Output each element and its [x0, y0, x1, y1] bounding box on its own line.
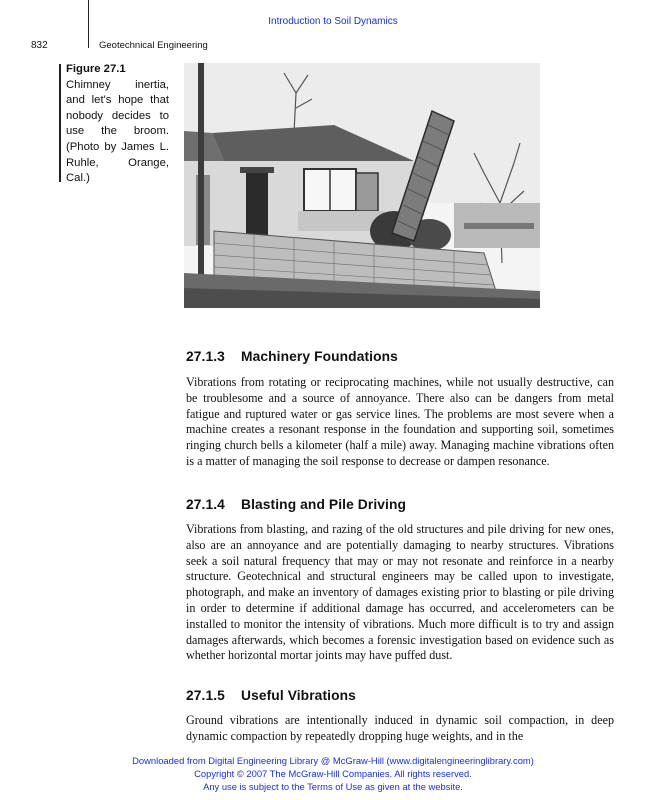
figure-caption-text: Chimney inertia, and let's hope that nobody decides to use the broom. (Photo by James L. Ruhle, Orange, Cal.): [66, 78, 169, 185]
running-head: Geotechnical Engineering: [99, 40, 208, 51]
footer-download-link[interactable]: Downloaded from Digital Engineering Library @ McGraw-Hill (www.digitalengineeringlibrary.com): [132, 755, 534, 766]
section-paragraph: Ground vibrations are intentionally induced in dynamic soil compaction, in deep dynamic compaction by repeatedly dropping huge weights, and in the: [186, 713, 614, 743]
section-title: Machinery Foundations: [241, 349, 398, 364]
section-heading: [186, 349, 398, 364]
caption-rule: [59, 64, 61, 182]
header-divider: [88, 0, 89, 48]
section-title: Blasting and Pile Driving: [241, 497, 407, 512]
section-paragraph: Vibrations from blasting, and razing of the old structures and pile driving for new ones, also are an annoyance and are potentially damaging to nearby structures. Vibrations seek a soil natural frequency that may or may not resonate and reinforce in a nearby structure. Geotechnical and structural engineers may be called upon to investigate, photograph, and make an inventory of damages existing prior to blasting or pile driving in order to determine if additional damage has occurred, and accelerometers can be installed to monitor the intensity of vibrations. Much more difficult is to try and assign damages afterwards, which becomes a forensic investigation based on evidence such as whether horizontal mortar joints may have puffed dust.: [186, 522, 614, 663]
section-number: 27.1.4: [186, 497, 225, 512]
section-heading: [186, 688, 356, 703]
section-paragraph: Vibrations from rotating or reciprocating machines, while not usually destructive, can be troublesome and a source of annoyance. There also can be dangers from metal fatigue and ruptured water or gas service lines. The problems are most severe when a machine creates a resonant response in the foundation and supporting soil, sometimes ringing church bells a kilometer (half a mile) away. Managing machine vibrations often is a matter of managing the soil response to decrease or dampen resonance.: [186, 375, 614, 468]
page-number: 832: [31, 40, 48, 51]
figure-caption: [66, 62, 169, 187]
footer-copyright: Copyright © 2007 The McGraw-Hill Companies. All rights reserved.: [194, 768, 472, 779]
section-number: 27.1.3: [186, 349, 225, 364]
section-heading: [186, 497, 406, 512]
section-title: Useful Vibrations: [241, 688, 356, 703]
footer-terms-link[interactable]: Any use is subject to the Terms of Use as given at the website.: [203, 781, 463, 792]
section-number: 27.1.5: [186, 688, 225, 703]
figure-photo: [184, 63, 540, 308]
figure-label: Figure 27.1: [66, 63, 126, 75]
chapter-title-link[interactable]: Introduction to Soil Dynamics: [268, 16, 398, 27]
